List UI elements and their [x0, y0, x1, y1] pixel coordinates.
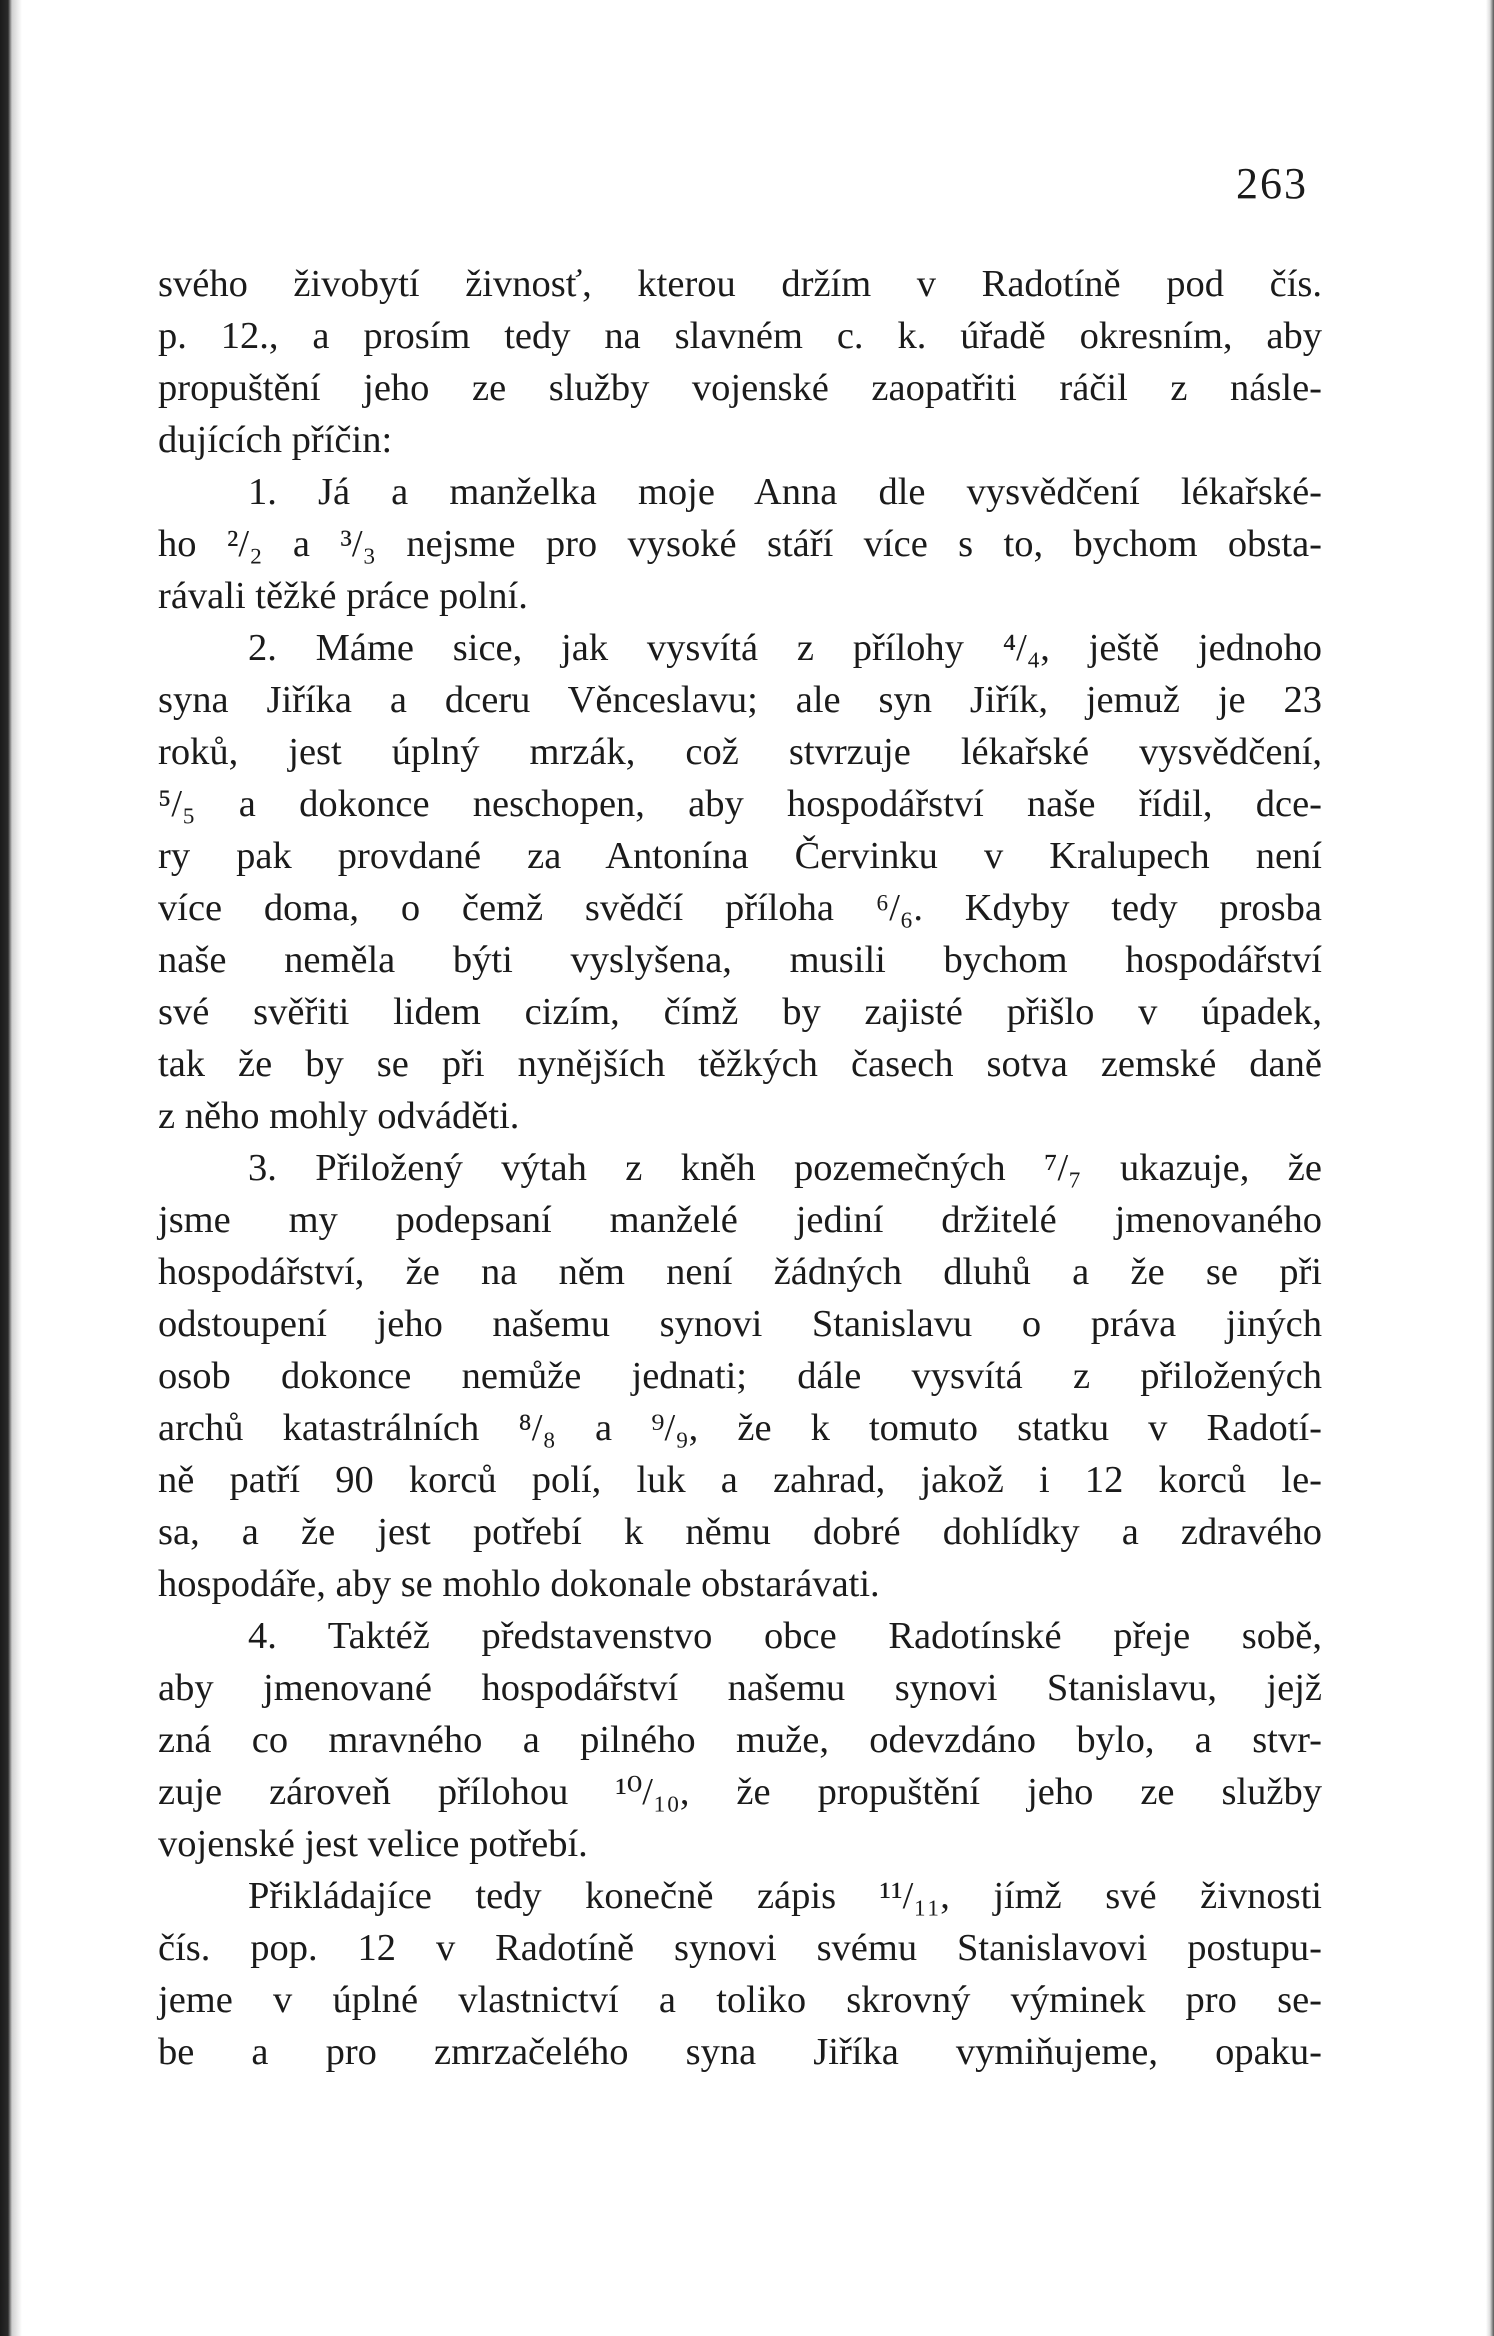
text-line: vojenské jest velice potřebí.: [158, 1823, 588, 1865]
text-line: osob dokonce nemůže jednati; dále vysvítá z přiložených: [158, 1355, 1322, 1397]
text-line: svého živobytí živnosť, kterou držím v Radotíně pod čís.: [158, 263, 1322, 305]
text-line: čís. pop. 12 v Radotíně synovi svému Stanislavovi postupu-: [158, 1927, 1322, 1969]
text-line: ně patří 90 korců polí, luk a zahrad, jakož i 12 korců le-: [158, 1459, 1322, 1501]
text-line: zná co mravného a pilného muže, odevzdáno bylo, a stvr-: [158, 1719, 1322, 1761]
text-line: zuje zároveň přílohou ¹⁰/₁₀, že propuštění jeho ze služby: [158, 1771, 1322, 1813]
text-line: ⁵/₅ a dokonce neschopen, aby hospodářství naše řídil, dce-: [158, 783, 1322, 825]
scan-right-edge: [1486, 0, 1494, 2336]
page-number: 263: [1236, 159, 1308, 208]
text-line: hospodářství, že na něm není žádných dluhů a že se při: [158, 1251, 1322, 1293]
text-line: naše neměla býti vyslyšena, musili bychom hospodářství: [158, 939, 1322, 981]
text-line: archů katastrálních ⁸/₈ a ⁹/₉, že k tomuto statku v Radotí-: [158, 1407, 1322, 1449]
text-line: 1. Já a manželka moje Anna dle vysvědčení lékařské-: [248, 471, 1322, 513]
text-line: ho ²/₂ a ³/₃ nejsme pro vysoké stáří více s to, bychom obsta-: [158, 523, 1322, 565]
text-line: jsme my podepsaní manželé jediní držitelé jmenovaného: [158, 1199, 1322, 1241]
text-line: z něho mohly odváděti.: [158, 1095, 520, 1137]
text-line: 3. Přiložený výtah z kněh pozemečných ⁷/₇ ukazuje, že: [248, 1147, 1322, 1189]
text-line: sa, a že jest potřebí k němu dobré dohlídky a zdravého: [158, 1511, 1322, 1553]
text-line: 4. Taktéž představenstvo obce Radotínské přeje sobě,: [248, 1615, 1322, 1657]
text-line: p. 12., a prosím tedy na slavném c. k. úřadě okresním, aby: [158, 315, 1322, 357]
text-line: odstoupení jeho našemu synovi Stanislavu o práva jiných: [158, 1303, 1322, 1345]
text-line: dujících příčin:: [158, 419, 393, 461]
text-line: hospodáře, aby se mohlo dokonale obstarávati.: [158, 1563, 880, 1605]
text-line: be a pro zmrzačelého syna Jiříka vymiňujeme, opaku-: [158, 2031, 1322, 2073]
text-line: Přikládajíce tedy konečně zápis ¹¹/₁₁, jímž své živnosti: [248, 1875, 1322, 1917]
text-line: své svěřiti lidem cizím, čímž by zajisté přišlo v úpadek,: [158, 991, 1322, 1033]
text-line: aby jmenované hospodářství našemu synovi Stanislavu, jejž: [158, 1667, 1322, 1709]
scan-binding-edge: [0, 0, 22, 2336]
text-line: propuštění jeho ze služby vojenské zaopatřiti ráčil z násle-: [158, 367, 1322, 409]
text-line: ry pak provdané za Antonína Červinku v Kralupech není: [158, 835, 1322, 877]
text-line: tak že by se při nynějších těžkých časech sotva zemské daně: [158, 1043, 1322, 1085]
text-line: jeme v úplné vlastnictví a toliko skrovný výminek pro se-: [158, 1979, 1322, 2021]
text-line: 2. Máme sice, jak vysvítá z přílohy ⁴/₄, ještě jednoho: [248, 627, 1322, 669]
text-line: více doma, o čemž svědčí příloha ⁶/₆. Kdyby tedy prosba: [158, 887, 1322, 929]
text-line: syna Jiříka a dceru Věnceslavu; ale syn Jiřík, jemuž je 23: [158, 679, 1322, 721]
text-line: roků, jest úplný mrzák, což stvrzuje lékařské vysvědčení,: [158, 731, 1322, 773]
body-text: [158, 258, 1322, 2078]
text-line: rávali těžké práce polní.: [158, 575, 528, 617]
